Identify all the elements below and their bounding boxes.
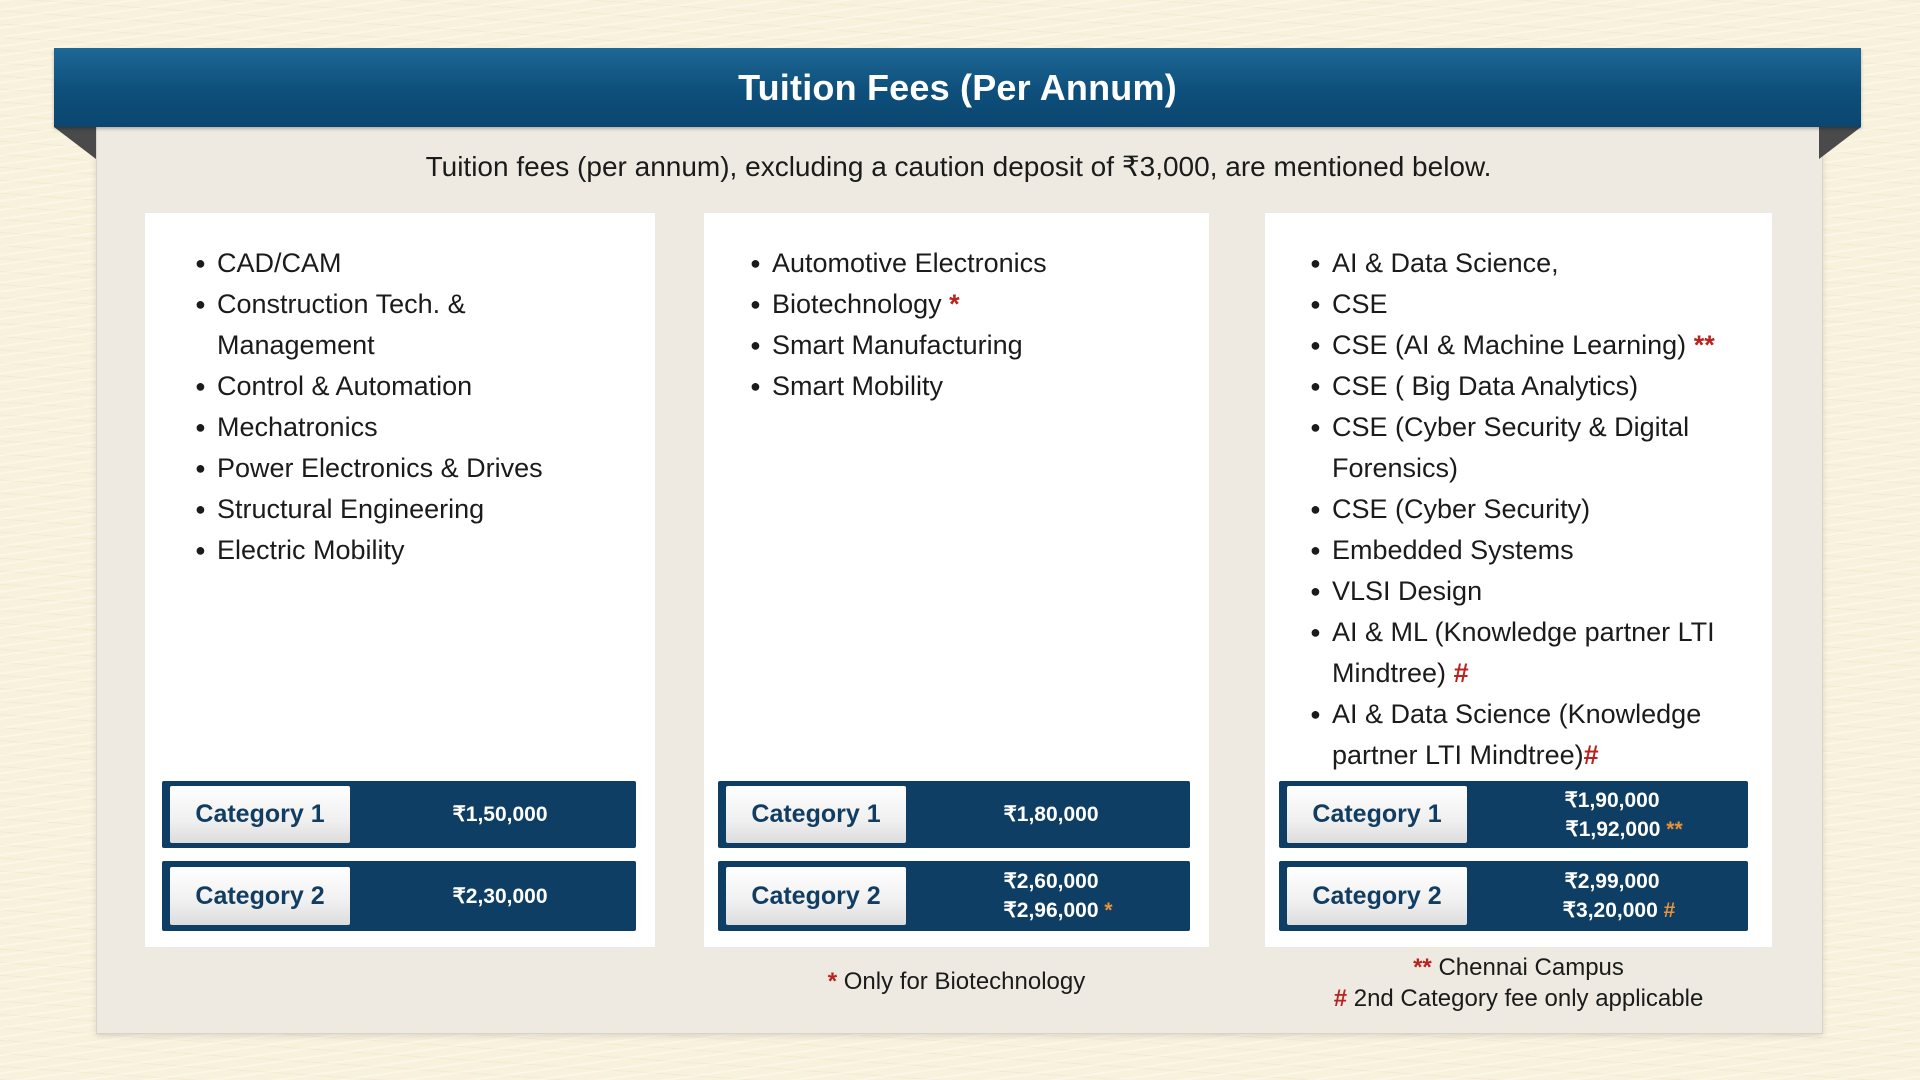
category-1-button[interactable]: Category 1 xyxy=(1287,786,1467,843)
program-item: ● Smart Manufacturing xyxy=(750,330,1023,360)
category-1-button[interactable]: Category 1 xyxy=(170,786,350,843)
program-item: ● CSE (AI & Machine Learning) ** xyxy=(1310,330,1715,360)
price-value-second-category: ₹3,20,000 # xyxy=(1562,899,1676,922)
category-2-button[interactable]: Category 2 xyxy=(1287,867,1467,925)
fee-row-category-1 xyxy=(1279,781,1748,848)
program-card-1 xyxy=(145,213,655,947)
program-item: ● Power Electronics & Drives xyxy=(195,453,543,483)
program-list-1 xyxy=(195,243,543,571)
price-box xyxy=(912,861,1190,931)
price-box xyxy=(1476,781,1748,848)
price-value: ₹1,90,000 xyxy=(1564,788,1660,812)
program-item: ● AI & Data Science (Knowledge xyxy=(1310,699,1702,729)
hash-marker: # xyxy=(1453,658,1469,688)
biotech-marker: * xyxy=(949,289,960,319)
program-item-continued: Mindtree) # xyxy=(1332,658,1469,688)
program-item: ● Control & Automation xyxy=(195,371,473,401)
category-2-button[interactable]: Category 2 xyxy=(170,867,350,925)
program-list-2 xyxy=(750,243,1047,407)
price-box xyxy=(364,781,636,848)
program-item: ● CSE (Cyber Security) xyxy=(1310,494,1591,524)
intro-text: Tuition fees (per annum), excluding a caution deposit of ₹3,000, are mentioned below. xyxy=(425,151,1492,182)
program-item: ● Mechatronics xyxy=(195,412,378,442)
price-value-biotech: ₹2,96,000 * xyxy=(1003,899,1113,922)
program-item: ● Embedded Systems xyxy=(1310,535,1574,565)
price-value: ₹1,50,000 xyxy=(452,803,548,826)
category-1-button[interactable]: Category 1 xyxy=(726,786,906,843)
fee-row-category-2 xyxy=(718,861,1190,931)
price-value: ₹1,80,000 xyxy=(1003,803,1099,826)
footnote-chennai: ** Chennai Campus xyxy=(1413,954,1624,981)
title-ribbon xyxy=(54,48,1861,127)
program-item-continued: Management xyxy=(217,330,375,360)
fee-row-category-2 xyxy=(162,861,636,931)
program-item: ● CSE xyxy=(1310,289,1388,319)
price-value: ₹2,60,000 xyxy=(1003,870,1099,893)
category-2-button[interactable]: Category 2 xyxy=(726,867,906,925)
ribbon-fold-left xyxy=(54,127,96,159)
page-title: Tuition Fees (Per Annum) xyxy=(738,66,1177,108)
price-value-chennai: ₹1,92,000 ** xyxy=(1565,817,1683,841)
footnote-biotech: * Only for Biotechnology xyxy=(827,968,1086,995)
fee-row-category-1 xyxy=(718,781,1190,848)
program-item: ● VLSI Design xyxy=(1310,576,1483,606)
footnote-second-category: # 2nd Category fee only applicable xyxy=(1333,985,1704,1012)
program-list-3 xyxy=(1310,243,1715,776)
program-item: ● CSE (Cyber Security & Digital xyxy=(1310,412,1690,442)
program-item-continued: Forensics) xyxy=(1332,453,1459,483)
program-item: ● AI & Data Science, xyxy=(1310,248,1559,278)
program-item: ● Smart Mobility xyxy=(750,371,944,401)
program-item: ● Biotechnology * xyxy=(750,289,960,319)
fee-row-category-1 xyxy=(162,781,636,848)
ribbon-fold-right xyxy=(1819,127,1861,159)
program-item: ● Construction Tech. & xyxy=(195,289,466,319)
chennai-marker: ** xyxy=(1693,330,1715,360)
price-box xyxy=(364,861,636,931)
program-item: ● AI & ML (Knowledge partner LTI xyxy=(1310,617,1715,647)
price-box xyxy=(1476,861,1748,931)
price-box xyxy=(912,781,1190,848)
program-card-2 xyxy=(704,213,1209,947)
price-value: ₹2,30,000 xyxy=(452,884,548,908)
program-card-3 xyxy=(1265,213,1772,947)
program-item: ● CSE ( Big Data Analytics) xyxy=(1310,371,1639,401)
hash-marker: # xyxy=(1583,740,1599,770)
fee-row-category-2 xyxy=(1279,861,1748,931)
program-item: ● Electric Mobility xyxy=(195,535,405,565)
program-item-continued: partner LTI Mindtree)# xyxy=(1332,740,1599,770)
program-item: ● Structural Engineering xyxy=(195,494,485,524)
price-value: ₹2,99,000 xyxy=(1564,870,1660,893)
program-item: ● Automotive Electronics xyxy=(750,248,1047,278)
program-item: ● CAD/CAM xyxy=(195,248,342,278)
